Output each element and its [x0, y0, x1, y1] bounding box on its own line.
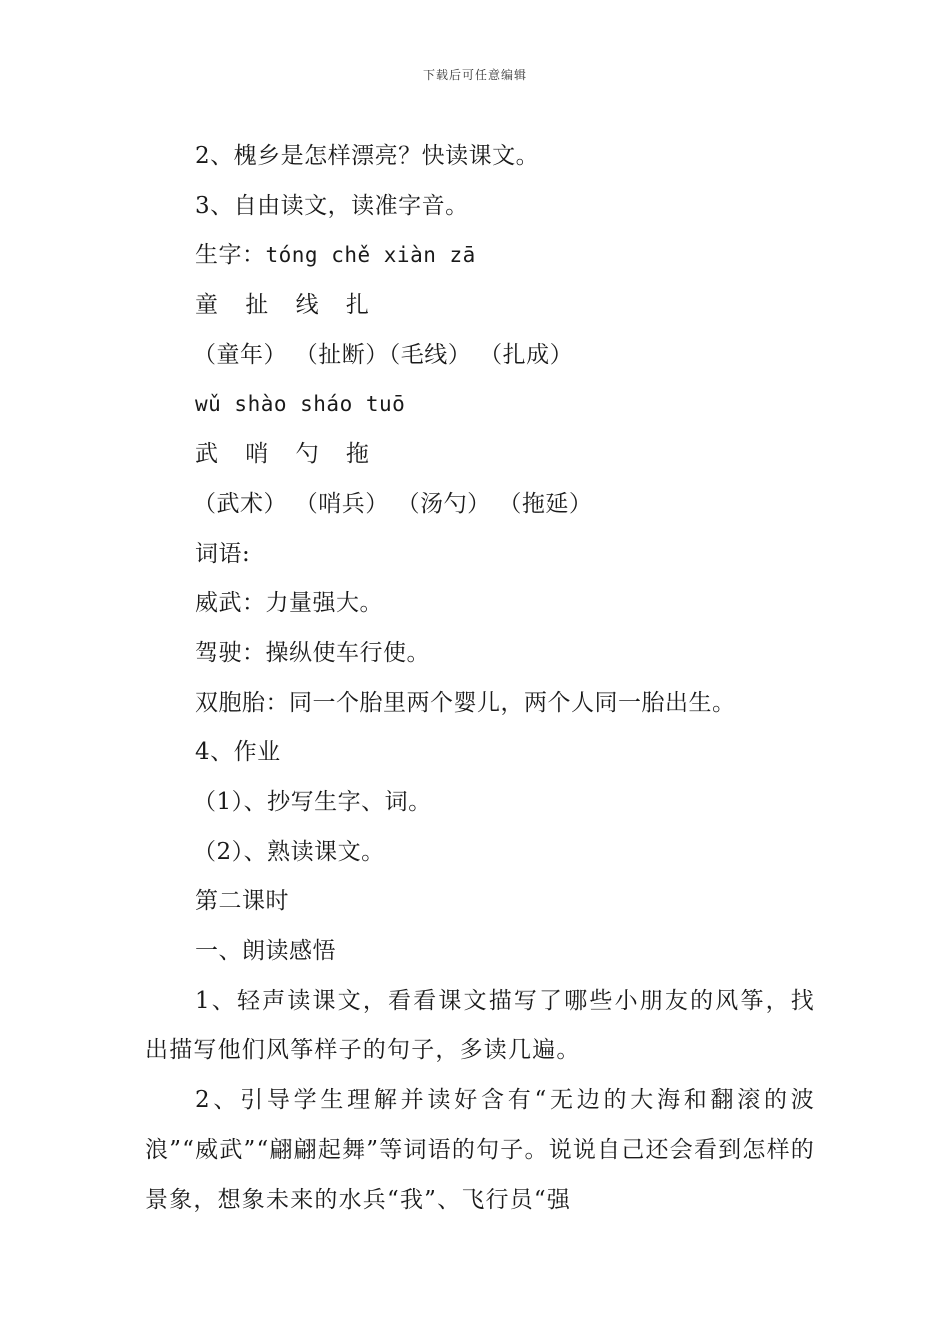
lesson-heading: 第二课时	[195, 888, 289, 915]
definition-line: 驾驶：操纵使车行使。	[195, 639, 430, 666]
text-line: 3、自由读文，读准字音。	[195, 192, 469, 219]
definition-line: 双胞胎：同一个胎里两个婴儿，两个人同一胎出生。	[195, 689, 736, 716]
word-line: （武术） （哨兵） （汤勺） （拖延）	[193, 490, 593, 517]
document-body	[145, 132, 815, 1225]
section-heading: 一、朗读感悟	[195, 938, 336, 964]
homework-item: （2）、熟读课文。	[193, 838, 385, 865]
text-line: 2、槐乡是怎样漂亮？快读课文。	[195, 143, 540, 169]
pinyin-line: wǔ shào sháo tuō	[195, 392, 406, 417]
section-heading: 4、作业	[195, 739, 281, 766]
word-line: （童年） （扯断）（毛线） （扎成）	[193, 341, 574, 368]
character-line: 武 哨 勺 拖	[195, 441, 379, 468]
pinyin-text: tóng chě xiàn zā	[265, 243, 476, 268]
homework-item: （1）、抄写生字、词。	[193, 788, 432, 815]
new-characters-label: 生字：	[195, 242, 266, 269]
definition-line: 威武：力量强大。	[195, 590, 383, 617]
text-line: 词语:	[195, 540, 251, 567]
paragraph: 1、轻声读课文，看看课文描写了哪些小朋友的风筝，找出描写他们风筝样子的句子，多读几遍。	[145, 987, 815, 1064]
character-line: 童 扯 线 扎	[195, 292, 379, 319]
page-header: 下载后可任意编辑	[422, 68, 527, 82]
paragraph: 2、引导学生理解并读好含有“无边的大海和翻滚的波浪”“威武”“翩翩起舞”等词语的句子。说说自己还会看到怎样的景象，想象未来的水兵“我”、飞行员“强	[145, 1087, 815, 1213]
pinyin-line	[145, 231, 815, 281]
